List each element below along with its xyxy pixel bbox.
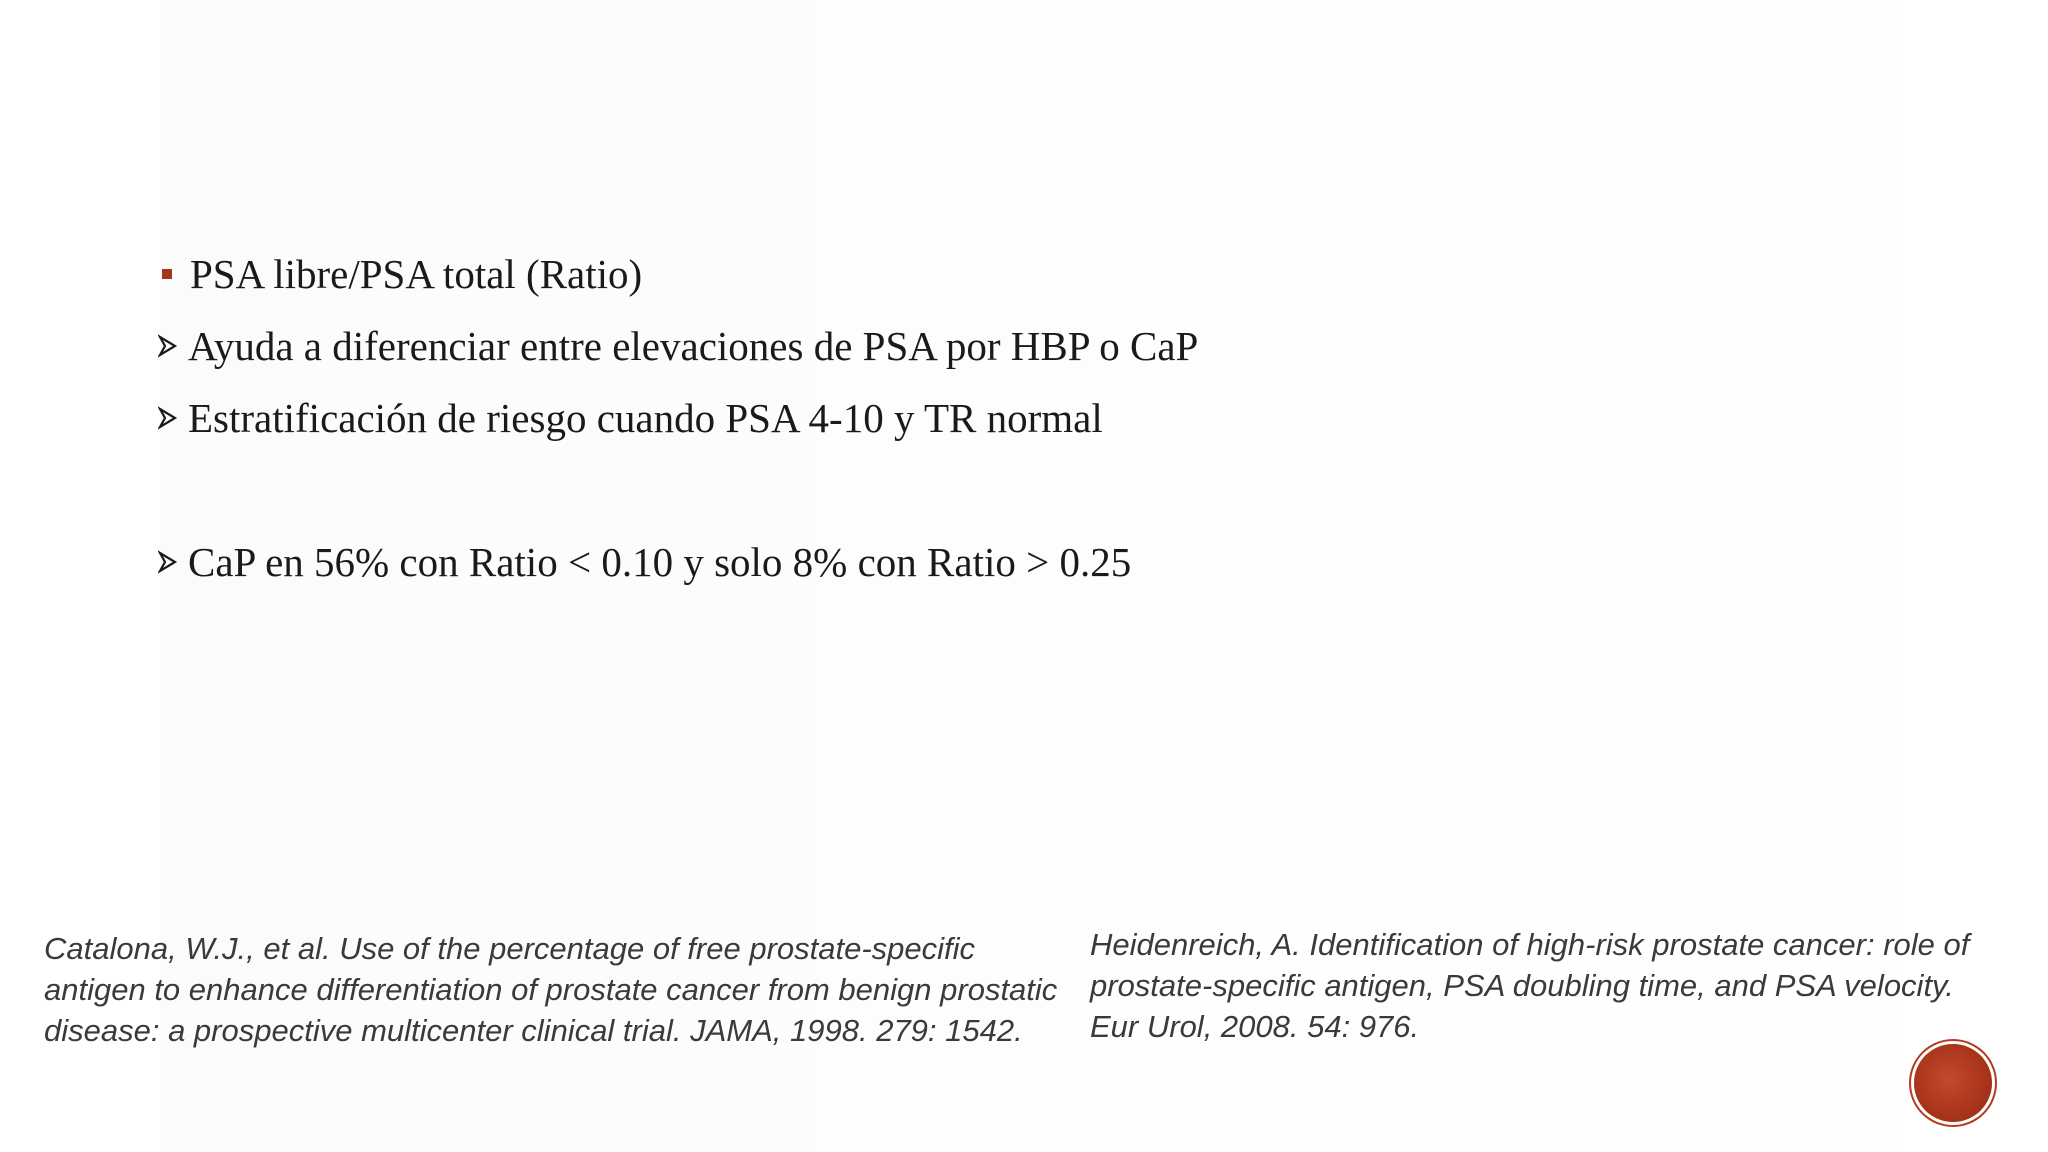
bullet-line-1 — [158, 238, 1858, 310]
bullet-line-4 — [158, 526, 1858, 598]
arrow-bullet-icon — [158, 332, 178, 360]
bullet-text: CaP en 56% con Ratio < 0.10 y solo 8% con Ratio > 0.25 — [188, 539, 1132, 585]
bullet-text: Estratificación de riesgo cuando PSA 4-10 y TR normal — [188, 395, 1103, 441]
bullet-text: Ayuda a diferenciar entre elevaciones de PSA por HBP o CaP — [188, 323, 1199, 369]
corner-circle-badge — [1914, 1044, 1992, 1122]
bullet-list — [158, 238, 1858, 598]
reference-heidenreich: Heidenreich, A. Identification of high-risk prostate cancer: role of prostate-specific antigen, PSA doubling time, and PSA velocity. Eur Urol, 2008. 54: 976. — [1090, 927, 1970, 1044]
bullet-text: PSA libre/PSA total (Ratio) — [190, 251, 643, 297]
reference-catalona: Catalona, W.J., et al. Use of the percentage of free prostate-specific antigen to enhance differentiation of prostate cancer from benign prostatic disease: a prospective multicenter clinical trial. JAMA, 1998. 279: 1542. — [44, 931, 1058, 1048]
arrow-bullet-icon — [158, 548, 178, 576]
square-bullet-icon — [162, 269, 172, 279]
bullet-line-2 — [158, 310, 1858, 382]
arrow-bullet-icon — [158, 404, 178, 432]
bullet-line-3 — [158, 382, 1858, 454]
